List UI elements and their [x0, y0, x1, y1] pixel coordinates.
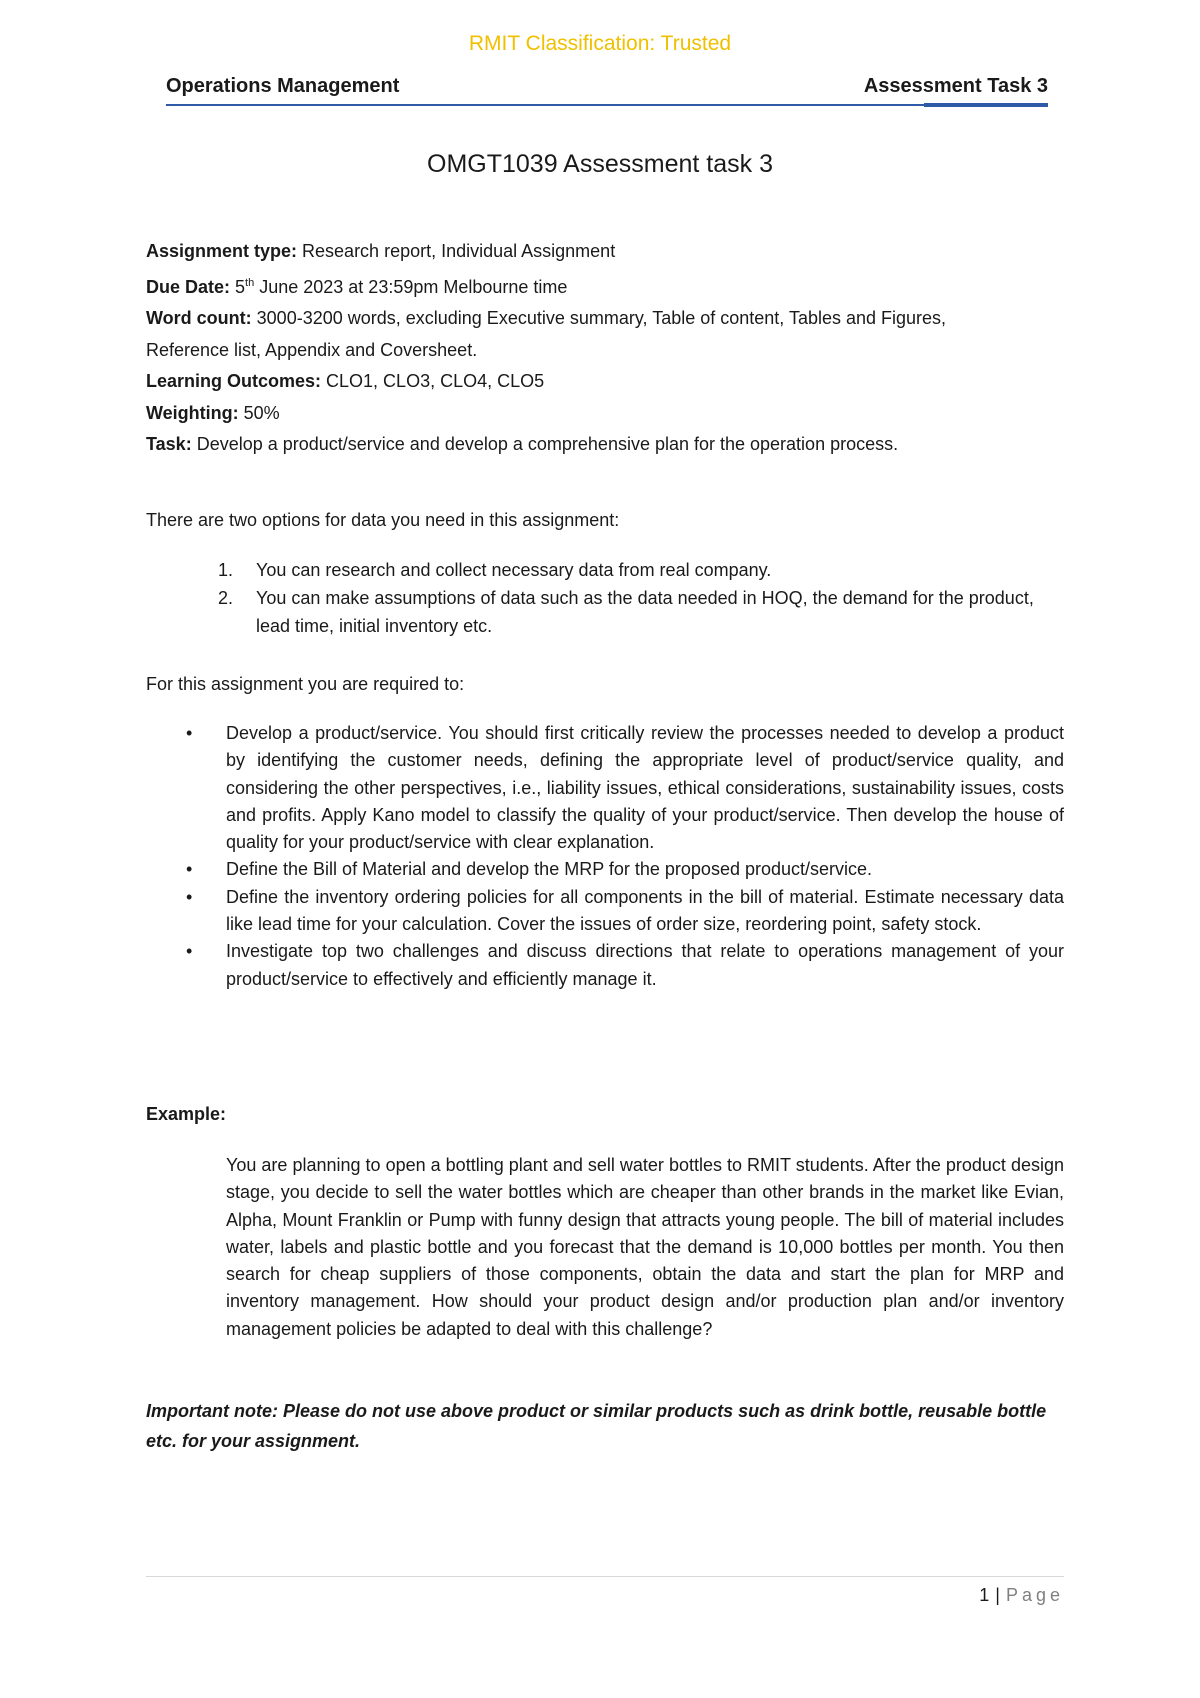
requirements-list	[146, 720, 1064, 993]
meta-word-count: Word count: 3000-3200 words, excluding Executive summary, Table of content, Tables and Figures,	[146, 308, 947, 328]
example-paragraph: You are planning to open a bottling plant and sell water bottles to RMIT students. After the product design stage, you decide to sell the water bottles which are cheaper than other brands in the market like Evian, Alpha, Mount Franklin or Pump with funny design that attracts young people. The bill of material includes water, labels and plastic bottle and you forecast that the demand is 10,000 bottles per month. You then search for cheap suppliers of those components, obtain the data and start the plan for MRP and inventory management. How should your product design and/or production plan and/or inventory management policies be adapted to deal with this challenge?	[226, 1155, 1064, 1339]
list-item: • Develop a product/service. You should first critically review the processes needed to develop a product by identifying the customer needs, defining the appropriate level of product/service quality, and considering the other perspectives, i.e., liability issues, ethical considerations, sustainability issues, costs and profits. Apply Kano model to classify the quality of your product/service. Then develop the house of quality for your product/service with clear explanation.	[146, 720, 1064, 856]
example-heading: Example:	[146, 1104, 227, 1124]
header-task-name: Assessment Task 3	[863, 75, 1048, 97]
bullet-icon: •	[186, 941, 193, 962]
requirements-intro: For this assignment you are required to:	[146, 674, 465, 694]
list-item: • Define the inventory ordering policies for all components in the bill of material. Estimate necessary data like lead time for your calculation. Cover the issues of order size, reordering point, safety stock.	[146, 884, 1064, 939]
meta-weighting: Weighting: 50%	[146, 402, 280, 423]
footer-rule	[146, 1576, 1064, 1577]
assignment-meta	[146, 236, 1066, 461]
page-label: Page	[1005, 1585, 1064, 1605]
list-item: 2. You can make assumptions of data such as the data needed in HOQ, the demand for the product, lead time, initial inventory etc.	[218, 588, 1034, 636]
meta-learning-outcomes: Learning Outcomes: CLO1, CLO3, CLO4, CLO5	[146, 371, 545, 391]
header-rule	[166, 104, 1048, 106]
page-header	[166, 75, 1048, 105]
important-note: Important note: Please do not use above product or similar products such as drink bottle, reusable bottle etc. for your assignment.	[146, 1401, 1047, 1451]
meta-task: Task: Develop a product/service and develop a comprehensive plan for the operation process.	[146, 434, 899, 454]
list-item: 1. You can research and collect necessary data from real company.	[218, 560, 772, 580]
data-options-intro: There are two options for data you need in this assignment:	[146, 510, 620, 530]
bullet-icon: •	[186, 886, 193, 907]
list-item: • Define the Bill of Material and develop the MRP for the proposed product/service.	[146, 856, 1064, 883]
data-options-list	[146, 556, 1066, 640]
list-item: • Investigate top two challenges and discuss directions that relate to operations management of your product/service to effectively and efficiently manage it.	[146, 938, 1064, 993]
page-footer	[979, 1585, 1064, 1606]
header-rule-accent	[924, 103, 1048, 107]
meta-word-count-cont: Reference list, Appendix and Coversheet.	[146, 339, 478, 360]
bullet-icon: •	[186, 859, 193, 880]
header-course-name: Operations Management	[166, 75, 400, 97]
meta-assignment-type: Assignment type: Research report, Individual Assignment	[146, 241, 616, 261]
page-number: 1	[979, 1585, 990, 1605]
bullet-icon: •	[186, 723, 193, 743]
document-title: OMGT1039 Assessment task 3	[427, 150, 773, 178]
meta-due-date: Due Date: 5th June 2023 at 23:59pm Melbourne time	[146, 276, 568, 297]
classification-label: RMIT Classification: Trusted	[468, 32, 732, 55]
footer-separator: |	[995, 1585, 1000, 1605]
